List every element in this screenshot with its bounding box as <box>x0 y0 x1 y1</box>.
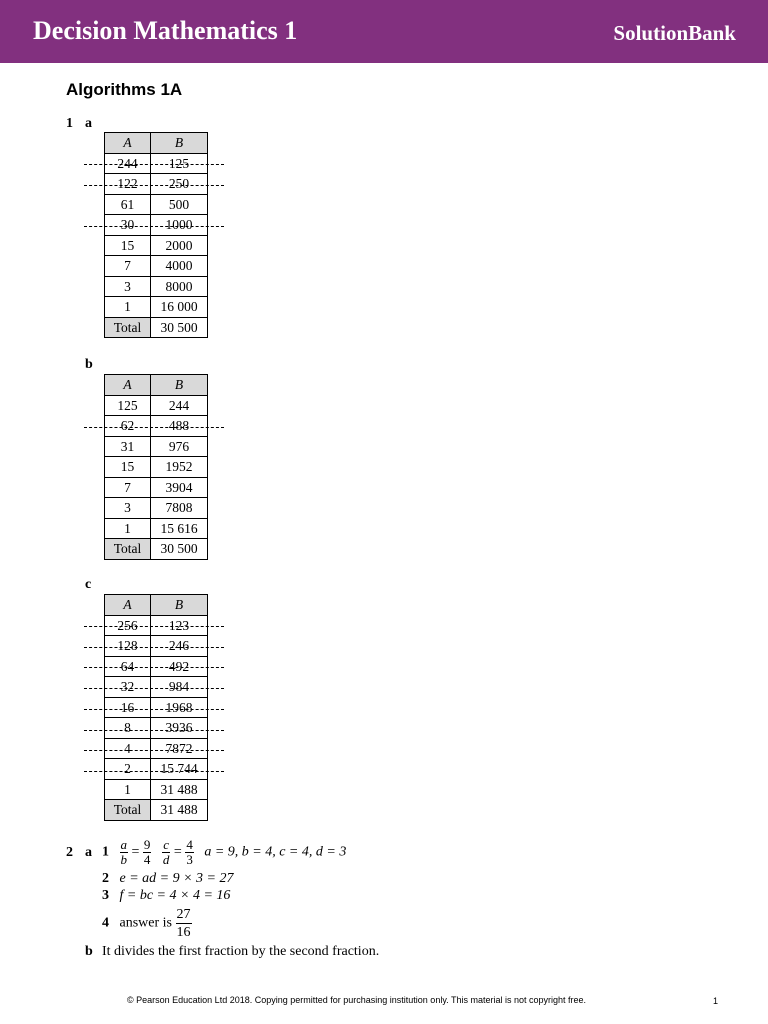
step-4-line <box>102 906 192 941</box>
cell-b: 16 000 <box>151 297 208 318</box>
strike-through-line <box>84 730 224 731</box>
table-row <box>105 276 208 297</box>
cell-a: 62 <box>105 416 151 437</box>
fraction-c-over-d: $\frac{c}{d}$ <box>162 837 170 867</box>
cell-b: 984 <box>151 677 208 698</box>
part-b-answer: It divides the first fraction by the second fraction. <box>102 944 380 959</box>
cell-b: 1952 <box>151 457 208 478</box>
cell-a: 3 <box>105 276 151 297</box>
table-row <box>105 194 208 215</box>
cell-b: 7808 <box>151 498 208 519</box>
table-header-row <box>105 595 208 616</box>
total-value: 31 488 <box>151 800 208 821</box>
cell-a: 128 <box>105 636 151 657</box>
column-header-a: A <box>105 375 151 396</box>
step-4-text: answer is <box>119 915 172 931</box>
table-row-crossed-out <box>105 677 208 698</box>
cell-a: 256 <box>105 615 151 636</box>
cell-a: 7 <box>105 477 151 498</box>
cell-a: 2 <box>105 759 151 780</box>
cell-b: 15 744 <box>151 759 208 780</box>
cell-a: 30 <box>105 215 151 236</box>
table-total-row <box>105 539 208 560</box>
cell-a: 31 <box>105 436 151 457</box>
cell-b: 488 <box>151 416 208 437</box>
table-row <box>105 477 208 498</box>
cell-b: 31 488 <box>151 779 208 800</box>
step-2-line <box>102 871 234 887</box>
part-label-2a: a <box>85 845 92 860</box>
table-row-crossed-out <box>105 656 208 677</box>
cell-b: 500 <box>151 194 208 215</box>
section-heading: Algorithms 1A <box>66 80 183 99</box>
step-3-line <box>102 888 230 904</box>
step-number: 1 <box>102 844 109 860</box>
cell-b: 15 616 <box>151 518 208 539</box>
cell-a: 7 <box>105 256 151 277</box>
cell-a: 244 <box>105 153 151 174</box>
total-label: Total <box>105 800 151 821</box>
column-header-a: A <box>105 133 151 154</box>
total-label: Total <box>105 317 151 338</box>
strike-through-line <box>84 647 224 648</box>
table-row <box>105 498 208 519</box>
cell-b: 125 <box>151 153 208 174</box>
book-title: Decision Mathematics 1 <box>33 16 298 45</box>
step-number: 4 <box>102 915 109 931</box>
cell-a: 61 <box>105 194 151 215</box>
table-row-crossed-out <box>105 718 208 739</box>
cell-b: 250 <box>151 174 208 195</box>
strike-through-line <box>84 226 224 227</box>
question-number-1: 1 <box>66 116 73 131</box>
step-1-line <box>102 838 346 867</box>
table-row-crossed-out <box>105 215 208 236</box>
table-row <box>105 779 208 800</box>
table-header-row <box>105 375 208 396</box>
equals-sign: = <box>173 844 182 860</box>
strike-through-line <box>84 164 224 165</box>
table-row-crossed-out <box>105 174 208 195</box>
cell-a: 15 <box>105 235 151 256</box>
question-number-2: 2 <box>66 845 73 860</box>
table-row <box>105 436 208 457</box>
strike-through-line <box>84 185 224 186</box>
total-label: Total <box>105 539 151 560</box>
strike-through-line <box>84 688 224 689</box>
header-banner <box>0 0 768 63</box>
cell-a: 64 <box>105 656 151 677</box>
algorithm-table <box>104 132 208 338</box>
fraction-a-over-b: $\frac{a}{b}$ <box>120 837 127 867</box>
cell-b: 246 <box>151 636 208 657</box>
strike-through-line <box>84 667 224 668</box>
cell-a: 32 <box>105 677 151 698</box>
table-row-crossed-out <box>105 636 208 657</box>
table-row-crossed-out <box>105 738 208 759</box>
part-label-1c: c <box>85 577 92 592</box>
cell-b: 3904 <box>151 477 208 498</box>
table-row <box>105 235 208 256</box>
step-number: 3 <box>102 888 109 903</box>
table-row-crossed-out <box>105 697 208 718</box>
part-label-1a: a <box>85 116 92 131</box>
fraction-9-over-4: $\frac{9}{4}$ <box>143 837 151 867</box>
cell-a: 1 <box>105 779 151 800</box>
cell-a: 4 <box>105 738 151 759</box>
cell-b: 976 <box>151 436 208 457</box>
cell-a: 8 <box>105 718 151 739</box>
cell-b: 1000 <box>151 215 208 236</box>
table-row <box>105 256 208 277</box>
cell-b: 4000 <box>151 256 208 277</box>
table-row <box>105 518 208 539</box>
strike-through-line <box>84 750 224 751</box>
cell-a: 3 <box>105 498 151 519</box>
table-row <box>105 297 208 318</box>
cell-a: 122 <box>105 174 151 195</box>
page-number: 1 <box>713 996 719 1006</box>
step-number: 2 <box>102 871 109 886</box>
table-header-row <box>105 133 208 154</box>
cell-a: 1 <box>105 297 151 318</box>
fraction-27-over-16: $\frac{27}{16}$ <box>176 907 191 940</box>
copyright-notice: © Pearson Education Ltd 2018. Copying permitted for purchasing institution only. This material is not copyright free. <box>127 995 587 1005</box>
algorithm-table <box>104 374 208 560</box>
fraction-4-over-3: $\frac{4}{3}$ <box>186 837 193 867</box>
cell-b: 123 <box>151 615 208 636</box>
strike-through-line <box>84 771 224 772</box>
variable-assignments: a = 9, b = 4, c = 4, d = 3 <box>204 844 347 860</box>
algorithm-table <box>104 594 208 821</box>
cell-b: 7872 <box>151 738 208 759</box>
table-row <box>105 395 208 416</box>
column-header-b: B <box>151 133 208 154</box>
strike-through-line <box>84 626 224 627</box>
total-value: 30 500 <box>151 539 208 560</box>
step-2-text: e = ad = 9 × 3 = 27 <box>119 871 234 886</box>
total-value: 30 500 <box>151 317 208 338</box>
part-label-1b: b <box>85 357 93 372</box>
cell-a: 16 <box>105 697 151 718</box>
cell-b: 3936 <box>151 718 208 739</box>
equals-sign: = <box>131 844 140 860</box>
table-total-row <box>105 317 208 338</box>
column-header-b: B <box>151 375 208 396</box>
cell-b: 8000 <box>151 276 208 297</box>
table-row <box>105 457 208 478</box>
table-total-row <box>105 800 208 821</box>
step-3-text: f = bc = 4 × 4 = 16 <box>119 888 231 903</box>
table-row-crossed-out <box>105 416 208 437</box>
cell-a: 1 <box>105 518 151 539</box>
part-label-2b: b <box>85 944 93 959</box>
cell-a: 125 <box>105 395 151 416</box>
brand-name: SolutionBank <box>613 21 736 45</box>
cell-b: 244 <box>151 395 208 416</box>
strike-through-line <box>84 427 224 428</box>
strike-through-line <box>84 709 224 710</box>
table-row-crossed-out <box>105 759 208 780</box>
column-header-b: B <box>151 595 208 616</box>
column-header-a: A <box>105 595 151 616</box>
cell-b: 492 <box>151 656 208 677</box>
cell-a: 15 <box>105 457 151 478</box>
cell-b: 2000 <box>151 235 208 256</box>
cell-b: 1968 <box>151 697 208 718</box>
